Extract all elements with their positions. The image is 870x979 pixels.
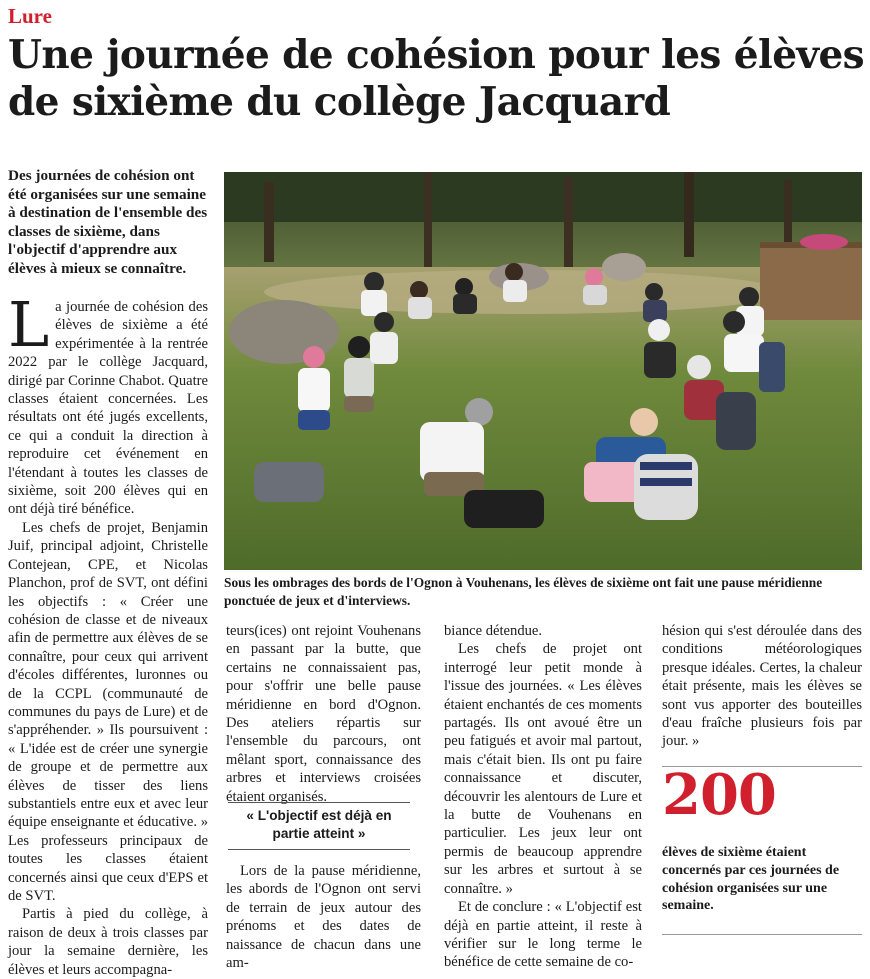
body-column-3 [444, 622, 642, 972]
stat-text: élèves de sixième étaient concernés par ces journées de cohésion organisées sur une semaine. [662, 845, 840, 914]
paragraph: Et de conclure : « L'objectif est déjà en partie atteint, il reste à vérifier sur le long terme le bénéfice de cette semaine de co- [444, 899, 642, 971]
pull-quote: « L'objectif est déjà en partie atteint » [228, 802, 410, 850]
paragraph: La journée de cohésion des élèves de sixième a été expérimentée à la rentrée 2022 par le collège Jacquard, dirigé par Corinne Chabot. Quatre classes étaient concernées. Les résultats ont été jugés excellents, ce qui a conduit la direction à reproduire cet événement en l'étendant à toutes les classes de sixième, soit 200 élèves qui en ont déjà tiré bénéfice. [8, 288, 208, 518]
stat-divider-bottom [662, 934, 862, 935]
article-photo [224, 172, 862, 570]
paragraph: hésion qui s'est déroulée dans des conditions météorologiques presque idéales. Certes, la chaleur était présente, mais les élèves se sont vus apporter des bouteilles d'eau fraîche plusieurs fois par jour. » [662, 623, 862, 750]
body-column-2 [226, 622, 421, 806]
paragraph: teurs(ices) ont rejoint Vouhenans en passant par la butte, que certains ne connaissaient pas, pour s'offrir une belle pause méridienne en bord d'Ognon. Des ateliers répartis sur l'ensemble du parcours, ont mêlant sport, connaissance des arbres et interviews croisées étaient organisés. [226, 623, 421, 805]
paragraph: Les chefs de projet ont interrogé leur petit monde à l'issue des journées. « Les élèves étaient enchantés de ces moments partagés. Ils ont avoué être un peu fatigués et avoir mal partout, mais c'était bien. Ils ont pu faire connaissance et discuter, découvrir les alentours de Lure et la butte de Vouhenans en particulier. Les jeux leur ont permis de beaucoup apprendre sur les arbres et surtout à se connaître. » [444, 641, 642, 897]
article-headline: Une journée de cohésion pour les élèves de sixième du collège Jacquard [8, 32, 865, 125]
students-in-park-image [224, 172, 862, 570]
drop-cap: L [8, 288, 50, 361]
stat-number: 200 [662, 762, 776, 828]
body-column-2-continued [226, 862, 421, 972]
body-column-1 [8, 288, 208, 979]
paragraph: biance détendue. [444, 623, 543, 639]
photo-caption: Sous les ombrages des bords de l'Ognon à Vouhenans, les élèves de sixième ont fait une pause méridienne ponctuée de jeux et d'interviews. [224, 575, 823, 608]
section-kicker: Lure [8, 4, 52, 28]
article-lead: Des journées de cohésion ont été organisées sur une semaine à destination de l'ensemble des classes de sixième, dans l'objectif d'apprendre aux élèves à mieux se connaître. [8, 167, 208, 277]
body-column-4 [662, 622, 862, 751]
paragraph: Les chefs de projet, Benjamin Juif, principal adjoint, Christelle Contejean, CPE, et Nicolas Planchon, prof de SVT, ont défini les objectifs : « Créer une cohésion de classe et de niveaux afin de permettre aux élèves de se connaître, pour ceux qui arrivent d'écoles différentes, luronnes ou de la CCPL (communauté de communes du pays de Lure) et de s'appréhender. » Ils poursuivent : « L'idée est de créer une synergie de groupe et de permettre aux élèves de tisser des liens substantiels entre eux et avec leur équipe enseignante et éducative. » Les professeurs principaux de toutes les classes étaient concernés ainsi que ceux d'EPS et de SVT. [8, 519, 208, 904]
paragraph: Partis à pied du collège, à raison de deux à trois classes par jour la semaine dernière, les élèves et leurs accompagna- [8, 906, 208, 978]
paragraph: Lors de la pause méridienne, les abords de l'Ognon ont servi de terrain de jeux autour des prénoms et des dates de naissance de chacun dans une am- [226, 863, 421, 972]
